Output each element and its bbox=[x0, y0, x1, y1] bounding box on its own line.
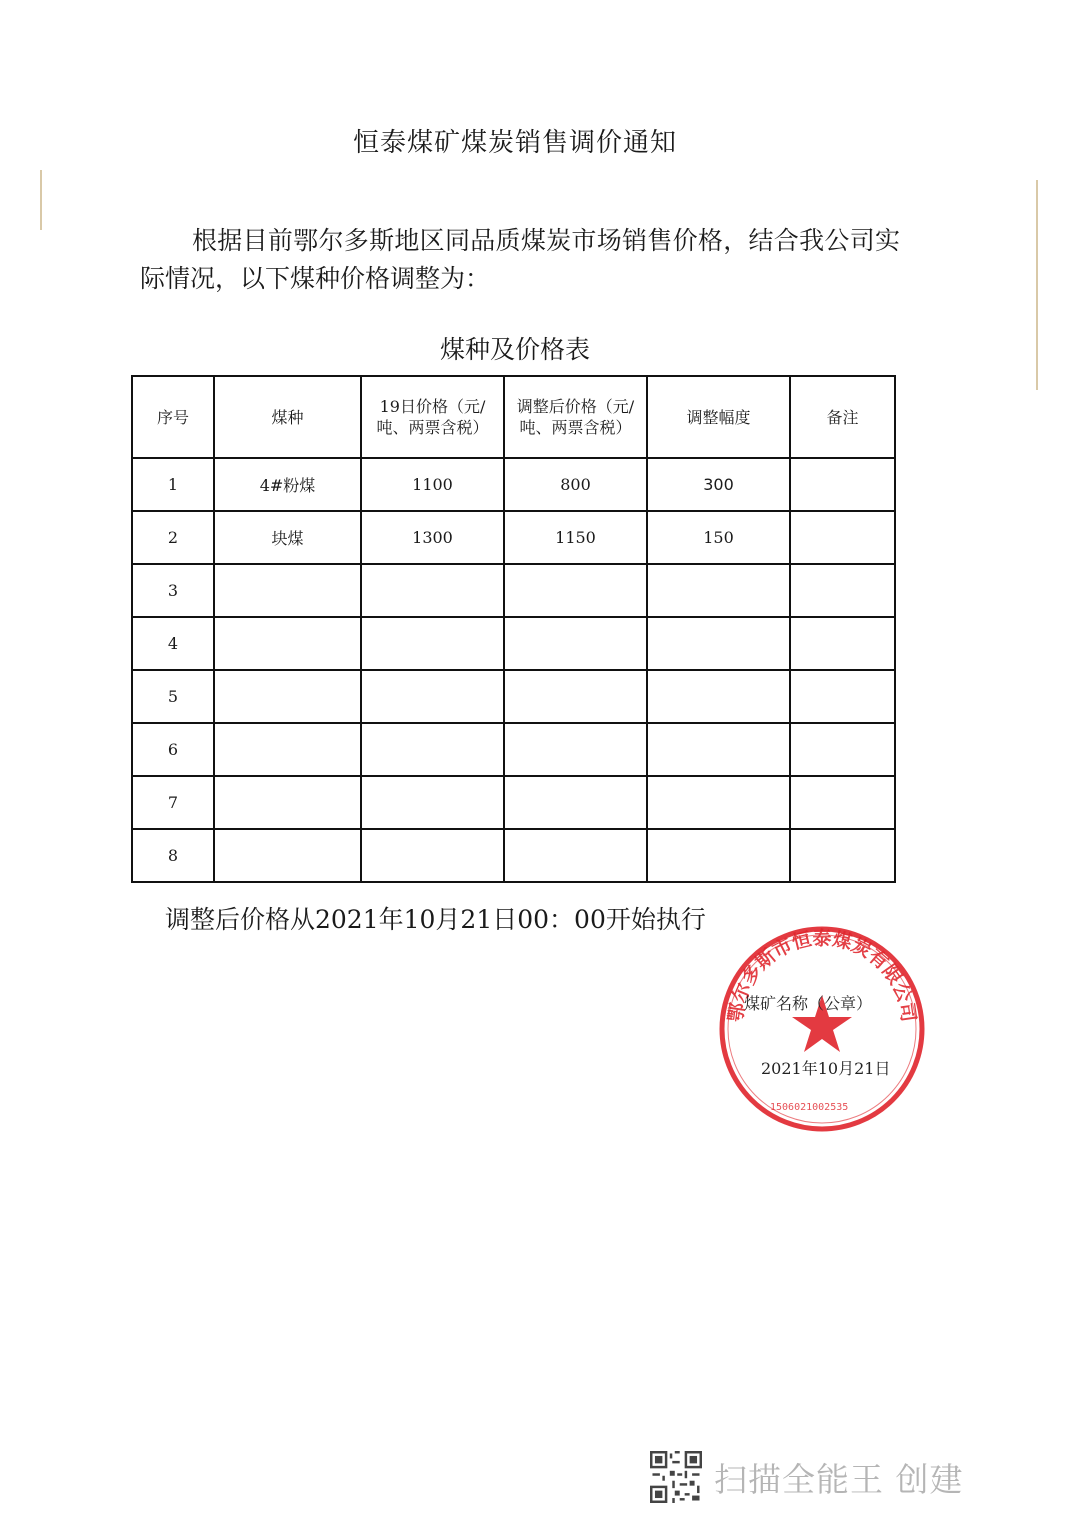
qr-code-icon bbox=[650, 1451, 702, 1503]
svg-text:鄂尔多斯市恒泰煤炭有限公司: 鄂尔多斯市恒泰煤炭有限公司 bbox=[724, 927, 920, 1024]
cell-coal-type: 4#粉煤 bbox=[214, 458, 361, 511]
table-row bbox=[132, 617, 895, 670]
cell-index: 8 bbox=[132, 829, 214, 882]
cell-new-price: 800 bbox=[504, 458, 647, 511]
execution-note: 调整后价格从2021年10月21日00：00开始执行 bbox=[165, 905, 706, 934]
cell-index: 2 bbox=[132, 511, 214, 564]
intro-paragraph: 根据目前鄂尔多斯地区同品质煤炭市场销售价格，结合我公司实际情况，以下煤种价格调整为： bbox=[140, 226, 900, 293]
cell-old-price bbox=[361, 829, 504, 882]
cell-old-price bbox=[361, 617, 504, 670]
table-row bbox=[132, 670, 895, 723]
table-row bbox=[132, 829, 895, 882]
cell-remarks bbox=[790, 564, 895, 617]
cell-coal-type: 块煤 bbox=[214, 511, 361, 564]
cell-remarks bbox=[790, 776, 895, 829]
signature-date: 2021年10月21日 bbox=[761, 1059, 891, 1078]
header-cell-remarks: 备注 bbox=[790, 376, 895, 458]
cell-adjustment: 300 bbox=[647, 458, 790, 511]
cell-coal-type bbox=[214, 723, 361, 776]
cell-remarks bbox=[790, 458, 895, 511]
header-cell-new-price: 调整后价格（元/吨、两票含税） bbox=[504, 376, 647, 458]
cell-new-price bbox=[504, 829, 647, 882]
cell-remarks bbox=[790, 670, 895, 723]
cell-old-price: 1100 bbox=[361, 458, 504, 511]
price-table bbox=[131, 375, 896, 883]
cell-adjustment bbox=[647, 617, 790, 670]
cell-old-price bbox=[361, 564, 504, 617]
cell-old-price bbox=[361, 670, 504, 723]
svg-text:1506021002535: 1506021002535 bbox=[770, 1102, 849, 1113]
cell-new-price bbox=[504, 776, 647, 829]
cell-remarks bbox=[790, 829, 895, 882]
scan-edge-mark bbox=[40, 170, 42, 230]
scan-edge-mark bbox=[1036, 180, 1038, 390]
header-cell-index: 序号 bbox=[132, 376, 214, 458]
cell-new-price bbox=[504, 723, 647, 776]
cell-adjustment: 150 bbox=[647, 511, 790, 564]
cell-old-price bbox=[361, 723, 504, 776]
cell-adjustment bbox=[647, 670, 790, 723]
cell-new-price bbox=[504, 670, 647, 723]
cell-remarks bbox=[790, 723, 895, 776]
table-row bbox=[132, 511, 895, 564]
cell-old-price: 1300 bbox=[361, 511, 504, 564]
table-row bbox=[132, 776, 895, 829]
header-cell-coal-type: 煤种 bbox=[214, 376, 361, 458]
cell-remarks bbox=[790, 511, 895, 564]
cell-remarks bbox=[790, 617, 895, 670]
cell-index: 4 bbox=[132, 617, 214, 670]
cell-adjustment bbox=[647, 564, 790, 617]
company-seal-stamp bbox=[718, 925, 926, 1133]
table-title: 煤种及价格表 bbox=[439, 335, 590, 364]
cell-index: 6 bbox=[132, 723, 214, 776]
cell-index: 7 bbox=[132, 776, 214, 829]
cell-index: 1 bbox=[132, 458, 214, 511]
scanner-watermark bbox=[650, 1447, 964, 1507]
cell-index: 5 bbox=[132, 670, 214, 723]
table-row bbox=[132, 723, 895, 776]
cell-index: 3 bbox=[132, 564, 214, 617]
table-header-row bbox=[132, 376, 895, 458]
cell-new-price bbox=[504, 564, 647, 617]
header-cell-old-price: 19日价格（元/吨、两票含税） bbox=[361, 376, 504, 458]
cell-coal-type bbox=[214, 617, 361, 670]
cell-coal-type bbox=[214, 776, 361, 829]
cell-adjustment bbox=[647, 776, 790, 829]
cell-new-price bbox=[504, 617, 647, 670]
header-cell-adjustment: 调整幅度 bbox=[647, 376, 790, 458]
table-row bbox=[132, 458, 895, 511]
cell-coal-type bbox=[214, 564, 361, 617]
cell-new-price: 1150 bbox=[504, 511, 647, 564]
document-title: 恒泰煤矿煤炭销售调价通知 bbox=[352, 128, 677, 158]
table-row bbox=[132, 564, 895, 617]
cell-old-price bbox=[361, 776, 504, 829]
cell-adjustment bbox=[647, 723, 790, 776]
cell-coal-type bbox=[214, 829, 361, 882]
signature-label: 煤矿名称（公章） bbox=[744, 994, 873, 1013]
watermark-text: 扫描全能王 创建 bbox=[714, 1459, 964, 1499]
cell-coal-type bbox=[214, 670, 361, 723]
cell-adjustment bbox=[647, 829, 790, 882]
